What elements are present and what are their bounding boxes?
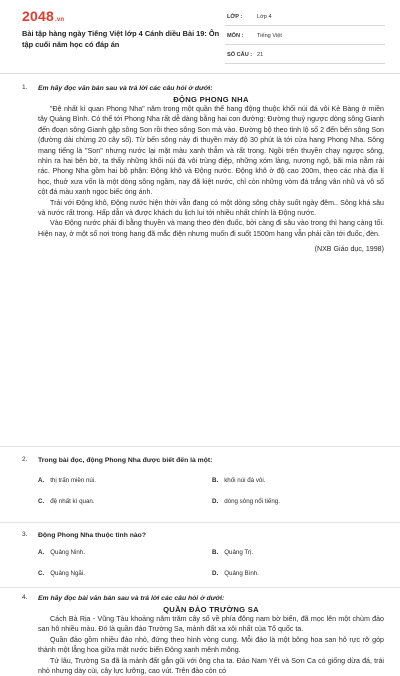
question-divider: [0, 587, 400, 588]
meta-value: 21: [257, 52, 264, 58]
meta-key: MÔN :: [227, 33, 244, 39]
question-prompt: Em hãy đọc bài văn bản sau và trả lời các câu hỏi ở dưới:: [38, 595, 225, 602]
header-divider: [0, 73, 400, 74]
question-number: 1.: [22, 84, 28, 91]
question-divider: [0, 446, 400, 447]
passage-paragraph: Trải với Động khô, Động nước hiện thời vẫn đang có một dòng sông chảy suốt ngày đêm.. Sông khá sâu và nước rất trong. Hấp dẫn và được khách du lịch lui tới nhiều nhất chính là Động nước.: [38, 198, 384, 218]
option-c[interactable]: C. đệ nhất kì quan.: [38, 498, 95, 505]
passage-paragraph: Cách Bà Rịa - Vũng Tàu khoảng năm trăm cây số về phía đông nam bờ biển, đã mọc lên một chùm đảo san hô nhiều màu. Đó là quần đảo Trường Sa, mảnh đất xa xôi nhất của Tổ quốc ta.: [38, 615, 384, 634]
question-number: 2.: [22, 456, 28, 463]
question-divider: [0, 522, 400, 523]
question-number: 3.: [22, 531, 28, 538]
passage-block: [38, 605, 384, 676]
option-b[interactable]: B. khối núi đá vôi.: [212, 477, 266, 484]
header: [0, 0, 400, 70]
passage-paragraph: Tứ lâu, Trường Sa đã là mảnh đất gắn gũi với ông cha ta. Đảo Nam Yết và Sơn Ca có giống dừa đá, trái nhỏ nhưng dày cùi, cây lực lưỡng, cao vút. Trên đảo còn có: [38, 656, 384, 676]
logo-tld: .vn: [54, 17, 65, 23]
question-prompt: Em hãy đọc văn bản sau và trả lời các câu hỏi ở dưới:: [38, 85, 213, 92]
option-d[interactable]: D. dòng sông nổi tiếng.: [212, 498, 280, 505]
option-c[interactable]: C. Quảng Ngãi.: [38, 570, 85, 577]
logo-main: 2048: [22, 8, 54, 24]
passage-title: QUẦN ĐẢO TRƯỜNG SA: [163, 605, 259, 614]
passage-body: [38, 614, 384, 676]
site-logo[interactable]: [22, 8, 64, 24]
option-b[interactable]: B. Quảng Trị.: [212, 549, 254, 556]
passage-title: ĐỘNG PHONG NHA: [173, 95, 249, 104]
meta-value: Tiếng Việt: [257, 33, 282, 39]
passage-paragraph: Vào Động nước phải đi bằng thuyền và mang theo đèn đuốc, bởi càng đi sâu vào trong thì hang càng tối. Hiện nay, ở một số nơi trong hang đã mắc điện nhưng muốn đi suốt 1500m hang vẫn phải cần tới đuốc, đèn.: [38, 219, 384, 238]
question-number: 4.: [22, 594, 28, 601]
option-d[interactable]: D. Quảng Bình.: [212, 570, 259, 577]
option-a[interactable]: A. Quảng Ninh.: [38, 549, 85, 556]
meta-row-grade: [225, 11, 385, 26]
passage-block: [38, 95, 384, 253]
question-prompt: Động Phong Nha thuộc tỉnh nào?: [38, 532, 146, 539]
meta-panel: [225, 11, 385, 68]
document-title: Bài tập hàng ngày Tiếng Việt lớp 4 Cánh diều Bài 19: Ôn tập cuối năm học có đáp án: [22, 29, 220, 49]
passage-paragraph: Quần đảo gồm nhiều đảo nhỏ, đứng theo hình vòng cung. Mỗi đảo là một bông hoa san hô rực rỡ góp thành một lẵng hoa giữa mặt nước biển Đông xanh mênh mông.: [38, 635, 384, 655]
question-prompt: Trong bài đọc, động Phong Nha được biết đến là một:: [38, 457, 213, 464]
passage-body: [38, 104, 384, 239]
meta-row-subject: [225, 30, 385, 45]
meta-value: Lớp 4: [257, 14, 272, 20]
meta-row-count: [225, 49, 385, 64]
passage-paragraph: "Đệ nhất kì quan Phong Nha" năm trong một quần thể hang động thuộc khối núi đá vôi Kẻ Bàng ở miền tây Quảng Bình. Có thể tới Phong Nha rất dễ dàng bằng hai con đường: Đường thuỷ ngược dòng sông Gianh đến đoạn sông Gianh gặp sông Son rồi theo sông Son mà vào. Đường bộ theo tỉnh lộ số 2 đến bến sông Son (đường dài chừng 20 cây số). Từ bến sông này đi thuyền máy độ 30 phút là tới cửa hang Phong Nha. Sông mang tiếng là "Son" nhưng nước lại mặt màu xanh thẫm và rất trong. Ngồi trên thuyền chạy ngược sông, nhìn ra hai bên bờ, ta thấy những khối núi đá vôi trùng điệp, những xóm làng, nương ngô, bãi mía nằm rải rác. Phong Nha gồm hai bộ phận: Động khô và Động nước. Động khô ở độ cao 200m, theo các nhà địa lí học, thuở xưa vốn là một dòng sông ngầm, nay đã kiệt nước, chỉ còn những vòm đá trắng vân nhũ và vô số cột đá màu xanh ngọc biếc óng ánh.: [38, 105, 384, 197]
passage-source: (NXB Giáo dục, 1998): [314, 245, 384, 254]
meta-key: LỚP :: [227, 14, 243, 20]
option-a[interactable]: A. thị trấn miền núi.: [38, 477, 96, 484]
meta-key: SỐ CÂU :: [227, 52, 253, 58]
